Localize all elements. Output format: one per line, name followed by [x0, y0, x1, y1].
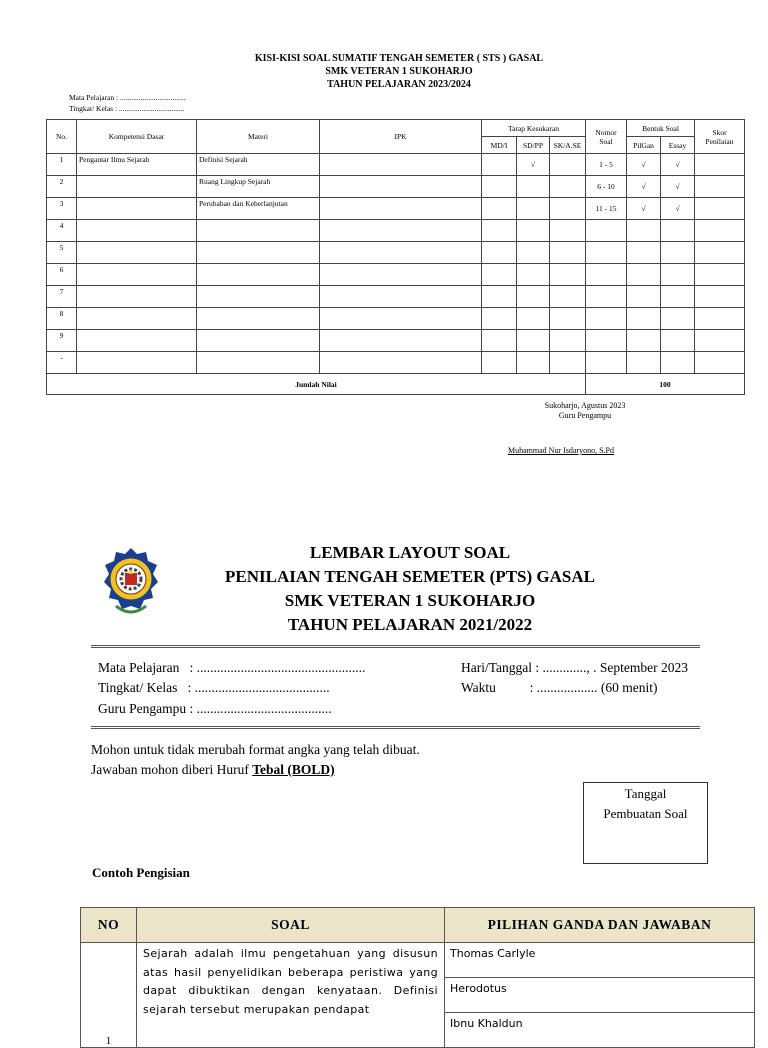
col-kompetensi-dasar: Kompetensi Dasar	[77, 120, 197, 154]
table-row	[47, 198, 745, 220]
table-row	[47, 352, 745, 374]
school-logo	[102, 546, 160, 626]
cell-no: 4	[47, 220, 77, 242]
cell-materi	[197, 330, 320, 352]
cell-skor	[695, 330, 745, 352]
table-row	[47, 308, 745, 330]
option-c: Ibnu Khaldun	[445, 1013, 755, 1048]
cell-kd	[77, 286, 197, 308]
cell-no: 9	[47, 330, 77, 352]
notice-line-1: Mohon untuk tidak merubah format angka yang telah dibuat.	[91, 742, 420, 757]
cell-pilgan: √	[627, 154, 661, 176]
tanggal-label: Tanggal	[624, 786, 667, 801]
cell-materi	[197, 308, 320, 330]
waktu-field: Waktu : .................. (60 menit)	[461, 680, 658, 695]
cell-sk	[550, 198, 586, 220]
cell-sd	[517, 264, 550, 286]
cell-ipk	[320, 198, 482, 220]
cell-sd	[517, 198, 550, 220]
cell-nomor	[586, 220, 627, 242]
cell-sk	[550, 242, 586, 264]
cell-ipk	[320, 220, 482, 242]
cell-essay	[661, 220, 695, 242]
col-materi: Materi	[197, 120, 320, 154]
cell-no: 1	[47, 154, 77, 176]
tanggal-pembuatan-box	[583, 782, 708, 864]
cell-sk	[550, 286, 586, 308]
guru-field: Guru Pengampu : ........................................	[98, 701, 332, 716]
layout-title-line-1: LEMBAR LAYOUT SOAL	[309, 543, 511, 562]
table-row	[47, 176, 745, 198]
cell-pilgan	[627, 220, 661, 242]
hari-field: Hari/Tanggal : ............., . September 2023	[461, 660, 689, 675]
sign-role: Guru Pengampu	[558, 411, 612, 420]
cell-ipk	[320, 176, 482, 198]
cell-pilgan	[627, 286, 661, 308]
cell-nomor: 11 - 15	[586, 198, 627, 220]
col-skor-label: Skor	[712, 127, 727, 137]
kisi-title-line-2: SMK VETERAN 1 SUKOHARJO	[325, 66, 473, 77]
cell-skor	[695, 308, 745, 330]
notice-prefix: Jawaban mohon diberi Huruf	[91, 762, 253, 777]
cell-kd	[77, 330, 197, 352]
cell-pilgan	[627, 308, 661, 330]
cell-essay	[661, 242, 695, 264]
kisi-title-line-3: TAHUN PELAJARAN 2023/2024	[327, 79, 471, 90]
cell-sk	[550, 154, 586, 176]
cell-kd	[77, 198, 197, 220]
cell-sd	[517, 286, 550, 308]
cell-materi: Perubahan dan Keberlanjutan	[197, 198, 320, 220]
layout-title-line-4: TAHUN PELAJARAN 2021/2022	[287, 615, 533, 634]
cell-md	[482, 154, 517, 176]
cell-materi	[197, 352, 320, 374]
cell-sk	[550, 220, 586, 242]
layout-title-line-3: SMK VETERAN 1 SUKOHARJO	[284, 591, 536, 610]
table-row	[47, 286, 745, 308]
question-number: 1	[81, 943, 137, 1048]
cell-nomor	[586, 242, 627, 264]
cell-md	[482, 198, 517, 220]
cell-md	[482, 286, 517, 308]
cell-skor	[695, 352, 745, 374]
cell-skor	[695, 176, 745, 198]
cell-sk	[550, 330, 586, 352]
cell-md	[482, 264, 517, 286]
cell-essay	[661, 264, 695, 286]
cell-kd	[77, 352, 197, 374]
table-row	[47, 330, 745, 352]
col-ipk: IPK	[320, 120, 482, 154]
kisi-title-line-1: KISI-KISI SOAL SUMATIF TENGAH SEMETER ( STS ) GASAL	[254, 53, 544, 64]
cell-nomor	[586, 308, 627, 330]
cell-materi: Ruang Lingkup Sejarah	[197, 176, 320, 198]
cell-ipk	[320, 352, 482, 374]
cell-sd	[517, 330, 550, 352]
kisi-mapel-label: Mata Pelajaran : ...................................	[69, 93, 186, 102]
header-rule-bottom	[91, 726, 700, 729]
pembuatan-soal-label: Pembuatan Soal	[603, 806, 688, 821]
cell-no: 7	[47, 286, 77, 308]
cell-no: 6	[47, 264, 77, 286]
school-logo-emblem	[102, 546, 160, 626]
cell-kd: Pengantar Ilmu Sejarah	[77, 154, 197, 176]
cell-nomor	[586, 286, 627, 308]
cell-sd: √	[517, 154, 550, 176]
col-md: MD/I	[482, 137, 517, 154]
cell-nomor: 6 - 10	[586, 176, 627, 198]
cell-ipk	[320, 286, 482, 308]
cell-skor	[695, 264, 745, 286]
cell-essay	[661, 330, 695, 352]
cell-ipk	[320, 264, 482, 286]
cell-essay: √	[661, 154, 695, 176]
col-soal-label: Soal	[599, 136, 613, 146]
cell-nomor	[586, 352, 627, 374]
cell-kd	[77, 308, 197, 330]
soal-table	[80, 907, 755, 1048]
cell-sd	[517, 352, 550, 374]
kisi-table	[46, 119, 745, 395]
table-row	[47, 154, 745, 176]
cell-materi: Definisi Sejarah	[197, 154, 320, 176]
cell-essay	[661, 308, 695, 330]
cell-sd	[517, 176, 550, 198]
cell-ipk	[320, 242, 482, 264]
cell-pilgan: √	[627, 176, 661, 198]
cell-nomor	[586, 330, 627, 352]
col-skor-penilaian	[695, 120, 745, 154]
cell-ipk	[320, 308, 482, 330]
cell-md	[482, 330, 517, 352]
cell-no: 2	[47, 176, 77, 198]
cell-materi	[197, 220, 320, 242]
cell-essay: √	[661, 198, 695, 220]
cell-md	[482, 176, 517, 198]
cell-pilgan	[627, 242, 661, 264]
col-essay: Essay	[661, 137, 695, 154]
cell-no: 5	[47, 242, 77, 264]
cell-pilgan	[627, 330, 661, 352]
cell-sk	[550, 176, 586, 198]
notice-line-2	[91, 760, 335, 780]
cell-no: 3	[47, 198, 77, 220]
col-nomor-soal	[586, 120, 627, 154]
contoh-pengisian-heading: Contoh Pengisian	[92, 865, 190, 880]
cell-sk	[550, 352, 586, 374]
col-nomor-label: Nomor	[595, 127, 617, 137]
cell-sd	[517, 242, 550, 264]
cell-ipk	[320, 330, 482, 352]
cell-kd	[77, 176, 197, 198]
mapel-field: Mata Pelajaran : ..................................................	[98, 660, 366, 675]
option-a: Thomas Carlyle	[445, 943, 755, 978]
col-sk: SK/A.SE	[550, 137, 586, 154]
cell-skor	[695, 220, 745, 242]
sign-place: Sukoharjo, Agustus 2023	[544, 401, 626, 410]
cell-essay	[661, 352, 695, 374]
cell-materi	[197, 264, 320, 286]
kisi-kelas-label: Tingkat/ Kelas : ...................................	[69, 104, 185, 113]
total-value: 100	[586, 374, 745, 395]
col-tarap-kesukaran: Tarap Kesukaran	[482, 120, 586, 137]
cell-skor	[695, 242, 745, 264]
cell-sk	[550, 308, 586, 330]
cell-pilgan	[627, 264, 661, 286]
cell-nomor	[586, 264, 627, 286]
cell-materi	[197, 242, 320, 264]
sign-name: Muhammad Nur Isdaryono, S.Pd	[508, 446, 614, 455]
cell-kd	[77, 220, 197, 242]
layout-title-line-2: PENILAIAN TENGAH SEMETER (PTS) GASAL	[225, 567, 595, 586]
cell-sd	[517, 220, 550, 242]
cell-essay: √	[661, 176, 695, 198]
header-rule-top	[91, 645, 700, 648]
cell-nomor: 1 - 5	[586, 154, 627, 176]
cell-sd	[517, 308, 550, 330]
table-row	[47, 220, 745, 242]
option-b: Herodotus	[445, 978, 755, 1013]
cell-essay	[661, 286, 695, 308]
cell-md	[482, 352, 517, 374]
cell-skor	[695, 154, 745, 176]
col-pilgan: PilGan	[627, 137, 661, 154]
table-row	[47, 264, 745, 286]
cell-pilgan: √	[627, 198, 661, 220]
cell-no: 8	[47, 308, 77, 330]
cell-sk	[550, 264, 586, 286]
cell-pilgan	[627, 352, 661, 374]
soal-col-soal: SOAL	[137, 908, 445, 943]
soal-col-pilihan: PILIHAN GANDA DAN JAWABAN	[445, 908, 755, 943]
cell-md	[482, 242, 517, 264]
col-penilaian-label: Penilaian	[705, 136, 734, 146]
col-sd: SD/PP	[517, 137, 550, 154]
cell-md	[482, 308, 517, 330]
cell-skor	[695, 286, 745, 308]
cell-kd	[77, 242, 197, 264]
kelas-field: Tingkat/ Kelas : ........................................	[98, 680, 330, 695]
cell-no: -	[47, 352, 77, 374]
question-text: Sejarah adalah ilmu pengetahuan yang disusun atas hasil penyelidikan beberapa peristiwa yang dapat dibuktikan dengan kenyataan. Definisi sejarah tersebut merupakan pendapat	[137, 943, 445, 1048]
cell-md	[482, 220, 517, 242]
soal-col-no: NO	[81, 908, 137, 943]
table-row	[47, 242, 745, 264]
cell-kd	[77, 264, 197, 286]
col-no: No.	[47, 120, 77, 154]
cell-ipk	[320, 154, 482, 176]
total-label: Jumlah Nilai	[47, 374, 586, 395]
cell-materi	[197, 286, 320, 308]
cell-skor	[695, 198, 745, 220]
notice-bold: Tebal (BOLD)	[252, 762, 335, 777]
col-bentuk-soal: Bentuk Soal	[627, 120, 695, 137]
